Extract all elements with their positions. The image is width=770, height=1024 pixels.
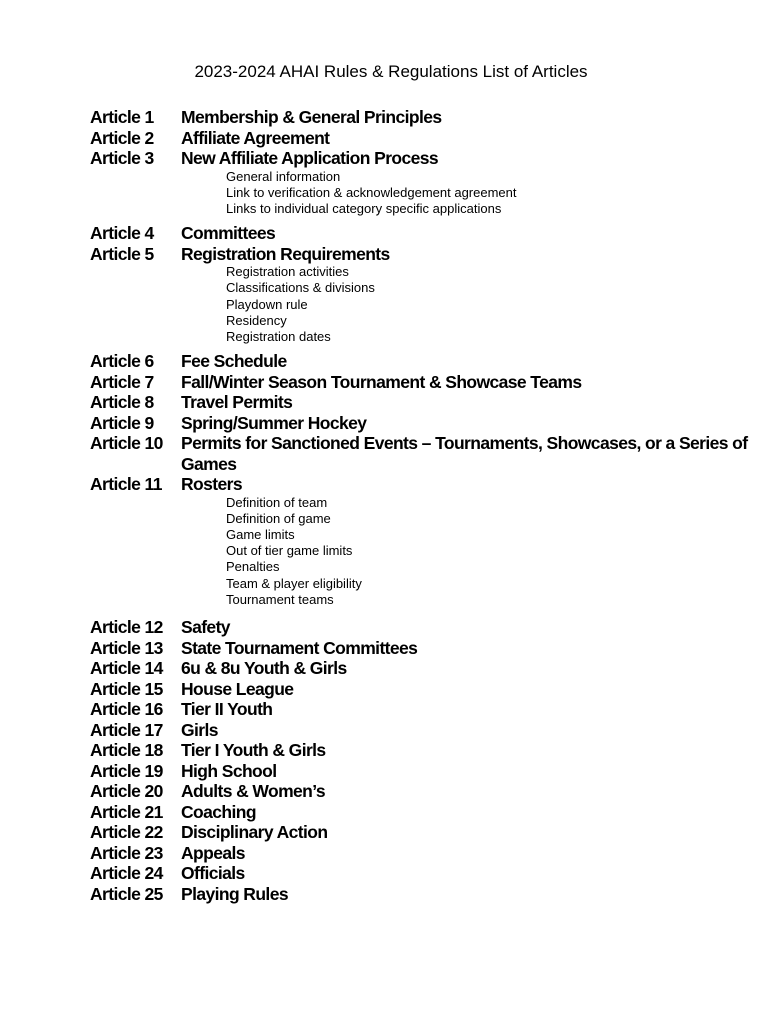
- document-title: 2023-2024 AHAI Rules & Regulations List of Articles: [194, 62, 588, 81]
- article-number: Article 24: [90, 863, 163, 884]
- article-row: [90, 148, 750, 169]
- article-row: [90, 699, 750, 720]
- subtopic-item: Links to individual category specific applications: [226, 200, 502, 216]
- article-name: House League: [181, 678, 294, 699]
- article-name: Tier II Youth: [181, 699, 273, 720]
- article-name: Affiliate Agreement: [181, 127, 330, 148]
- article-name: Membership & General Principles: [181, 107, 442, 127]
- article-number: Article 3: [90, 148, 154, 168]
- article-row: [90, 392, 750, 413]
- article-name: Adults & Women’s: [181, 781, 326, 802]
- subtopic-item: Registration dates: [226, 328, 331, 344]
- article-number: Article 22: [90, 822, 163, 843]
- article-row: [90, 720, 750, 741]
- article-row: [90, 413, 750, 434]
- article-number: Article 18: [90, 740, 163, 761]
- article-row: [90, 372, 750, 393]
- article-row: [90, 128, 750, 149]
- article-name: Tier I Youth & Girls: [181, 740, 326, 761]
- article-name: Officials: [181, 863, 245, 884]
- article-name: Safety: [181, 617, 230, 638]
- article-number: Article 13: [90, 637, 163, 658]
- article-number: Article 4: [90, 223, 154, 244]
- article-row: [90, 761, 750, 782]
- subtopic-item: Penalties: [226, 559, 280, 575]
- article-name: Playing Rules: [181, 883, 288, 904]
- subtopic-item: Registration activities: [226, 264, 349, 280]
- article-name: Committees: [181, 223, 276, 244]
- article-number: Article 7: [90, 371, 154, 392]
- article-subtopics: [90, 264, 750, 345]
- article-number: Article 21: [90, 801, 163, 822]
- article-number: Article 12: [90, 617, 163, 638]
- subtopic-item: Game limits: [226, 527, 295, 543]
- article-row: [90, 223, 750, 244]
- article-number: Article 15: [90, 678, 163, 699]
- subtopic-item: Playdown rule: [226, 296, 308, 312]
- article-name: Appeals: [181, 842, 245, 863]
- subtopic-item: Definition of game: [226, 510, 331, 526]
- article-name: Coaching: [181, 801, 256, 822]
- article-row: [90, 679, 750, 700]
- article-number: Article 19: [90, 760, 163, 781]
- article-row: [90, 433, 750, 474]
- article-number: Article 11: [90, 474, 162, 495]
- article-row: [90, 658, 750, 679]
- article-number: Article 23: [90, 842, 163, 863]
- subtopic-item: General information: [226, 168, 341, 184]
- article-name: Spring/Summer Hockey: [181, 412, 367, 433]
- subtopic-item: Out of tier game limits: [226, 543, 353, 559]
- article-number: Article 16: [90, 699, 163, 720]
- subtopic-item: Classifications & divisions: [226, 280, 375, 296]
- article-row: [90, 474, 750, 495]
- article-name: Disciplinary Action: [181, 822, 328, 843]
- article-name: Fall/Winter Season Tournament & Showcase Teams: [181, 371, 582, 392]
- article-name: 6u & 8u Youth & Girls: [181, 658, 347, 679]
- article-number: Article 5: [90, 243, 154, 264]
- article-row: [90, 802, 750, 823]
- article-subtopics: [90, 495, 750, 608]
- article-name: Rosters: [181, 474, 242, 495]
- article-row: [90, 244, 750, 265]
- article-row: [90, 107, 750, 128]
- article-number: Article 25: [90, 883, 163, 904]
- article-name: High School: [181, 760, 277, 781]
- subtopic-item: Tournament teams: [226, 591, 334, 607]
- article-name: Permits for Sanctioned Events – Tournaments, Showcases, or a Series of Games: [181, 433, 748, 474]
- article-number: Article 20: [90, 781, 163, 802]
- article-row: [90, 822, 750, 843]
- article-row: [90, 884, 750, 905]
- article-row: [90, 740, 750, 761]
- subtopic-item: Definition of team: [226, 494, 328, 510]
- article-name: New Affiliate Application Process: [181, 148, 439, 168]
- article-name: State Tournament Committees: [181, 637, 418, 658]
- articles-list: [90, 107, 750, 904]
- article-number: Article 2: [90, 127, 154, 148]
- article-name: Girls: [181, 719, 218, 740]
- article-row: [90, 638, 750, 659]
- article-row: [90, 781, 750, 802]
- article-number: Article 6: [90, 351, 154, 372]
- article-name: Travel Permits: [181, 392, 293, 413]
- article-name: Registration Requirements: [181, 243, 390, 264]
- article-number: Article 1: [90, 107, 154, 127]
- article-row: [90, 863, 750, 884]
- article-number: Article 8: [90, 392, 154, 413]
- article-number: Article 17: [90, 719, 163, 740]
- article-subtopics: [90, 169, 750, 218]
- subtopic-item: Team & player eligibility: [226, 575, 362, 591]
- subtopic-item: Residency: [226, 312, 287, 328]
- subtopic-item: Link to verification & acknowledgement agreement: [226, 184, 517, 200]
- article-number: Article 14: [90, 658, 163, 679]
- article-row: [90, 351, 750, 372]
- article-row: [90, 617, 750, 638]
- article-number: Article 10: [90, 433, 163, 454]
- article-name: Fee Schedule: [181, 351, 287, 372]
- article-number: Article 9: [90, 412, 154, 433]
- article-row: [90, 843, 750, 864]
